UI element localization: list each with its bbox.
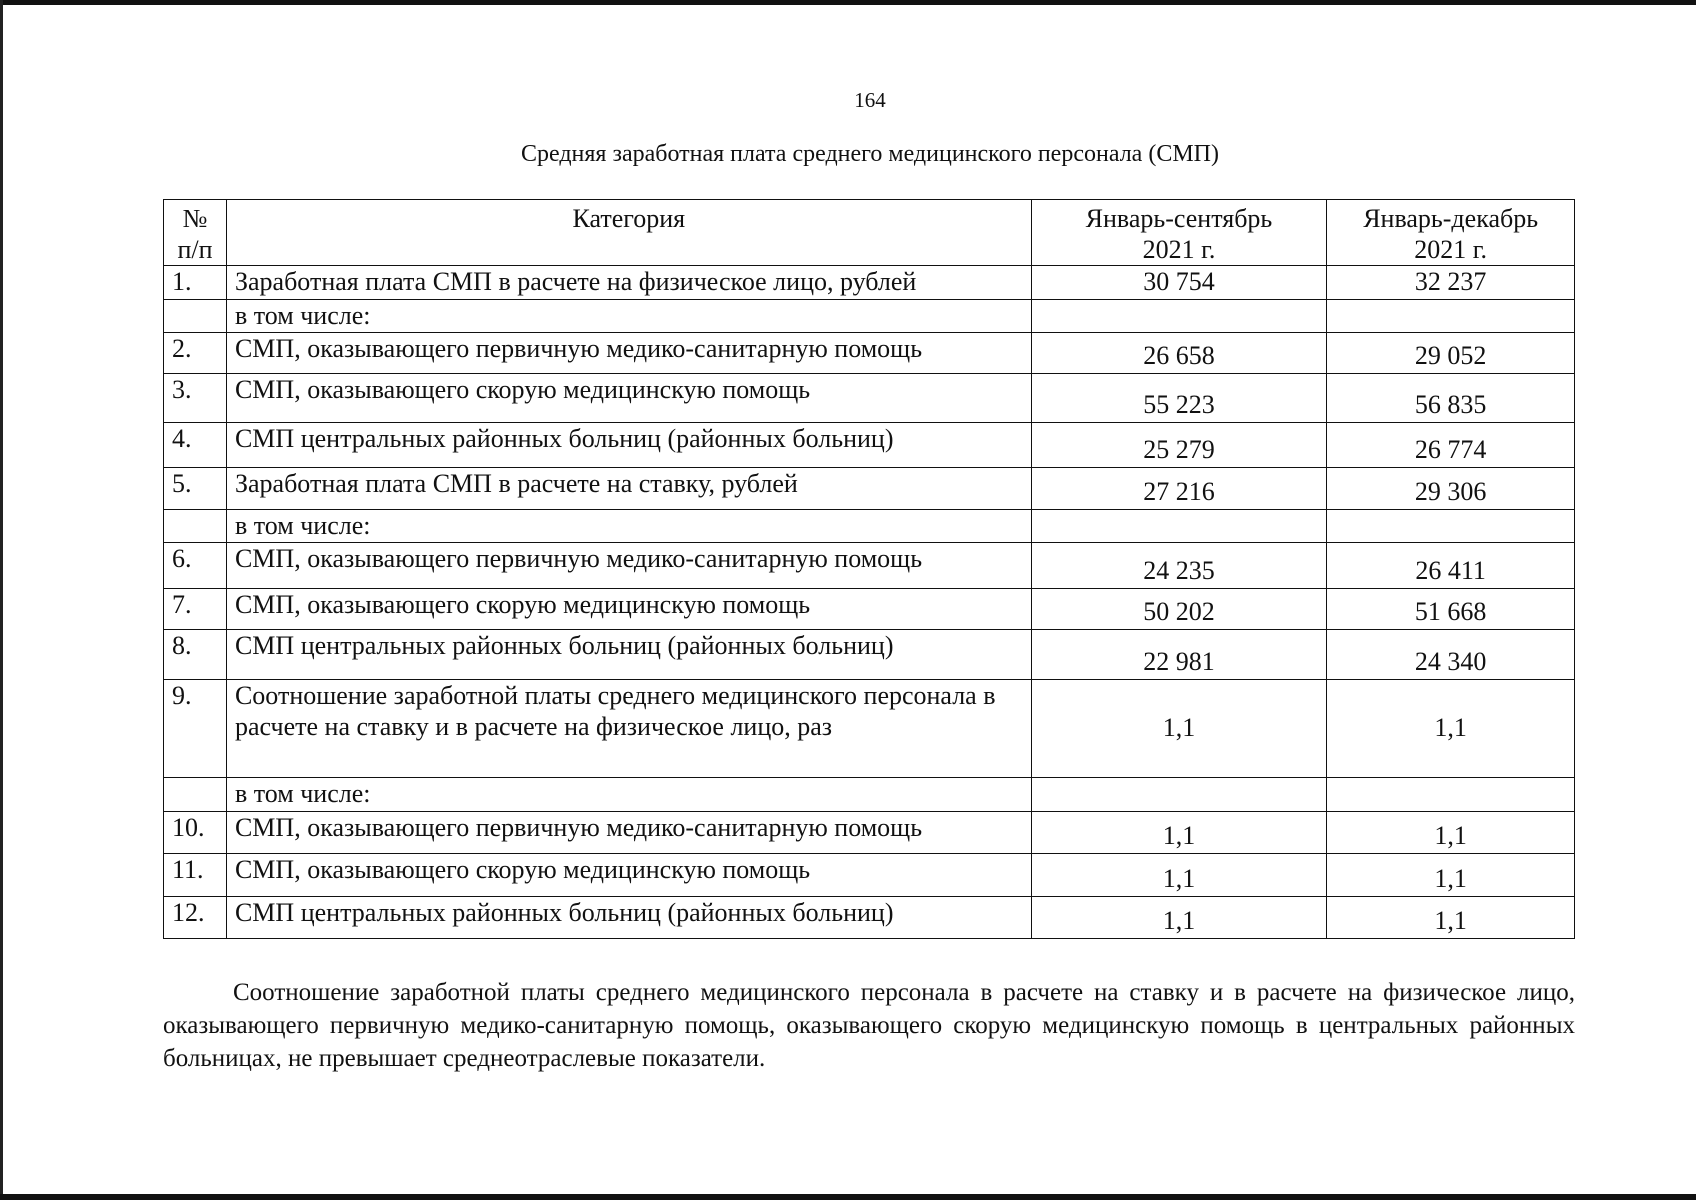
table-row [164,266,1575,300]
row-value-sep: 1,1 [1031,854,1327,897]
row-num: 2. [164,333,227,374]
row-value-dec: 1,1 [1327,812,1575,854]
row-category: в том числе: [226,510,1031,543]
row-category: СМП, оказывающего первичную медико-санитарную помощь [226,812,1031,854]
header-num-line2: п/п [177,235,213,264]
row-num: 12. [164,897,227,939]
table-row [164,812,1575,854]
row-value-sep: 26 658 [1031,333,1327,374]
row-category: СМП центральных районных больниц (районных больниц) [226,897,1031,939]
row-category: СМП, оказывающего скорую медицинскую помощь [226,854,1031,897]
row-value-sep [1031,510,1327,543]
table-header-row [164,200,1575,266]
row-num: 5. [164,468,227,510]
row-category: в том числе: [226,778,1031,812]
header-period2-line2: 2021 г. [1414,235,1487,264]
row-num: 8. [164,630,227,680]
row-value-dec: 26 411 [1327,543,1575,589]
header-period1-line1: Январь-сентябрь [1085,204,1273,233]
row-category: в том числе: [226,300,1031,333]
row-value-sep: 55 223 [1031,374,1327,423]
row-category: СМП, оказывающего первичную медико-санитарную помощь [226,333,1031,374]
row-num: 7. [164,589,227,630]
scan-edge-left [0,0,3,1200]
row-num: 3. [164,374,227,423]
row-value-dec [1327,778,1575,812]
header-period1-line2: 2021 г. [1142,235,1216,264]
row-num: 10. [164,812,227,854]
row-value-sep [1031,778,1327,812]
table-row [164,468,1575,510]
table-row [164,680,1575,778]
salary-table [163,199,1575,939]
row-category: Заработная плата СМП в расчете на физическое лицо, рублей [226,266,1031,300]
table-row [164,543,1575,589]
row-num: 4. [164,423,227,468]
row-value-dec: 29 052 [1327,333,1575,374]
header-num [164,200,227,266]
row-value-dec: 1,1 [1327,897,1575,939]
row-value-sep: 25 279 [1031,423,1327,468]
row-value-sep: 50 202 [1031,589,1327,630]
row-value-dec [1327,510,1575,543]
table-row [164,854,1575,897]
row-value-dec: 51 668 [1327,589,1575,630]
row-value-sep: 1,1 [1031,812,1327,854]
row-value-sep: 1,1 [1031,897,1327,939]
page-number: 164 [854,88,886,112]
row-category: СМП центральных районных больниц (районных больниц) [226,630,1031,680]
table-row [164,300,1575,333]
row-num: 6. [164,543,227,589]
row-value-dec: 26 774 [1327,423,1575,468]
scan-edge-bottom [0,1194,1696,1200]
row-value-sep: 30 754 [1031,266,1327,300]
table-row [164,630,1575,680]
table-row [164,510,1575,543]
row-value-dec: 1,1 [1327,854,1575,897]
table-row [164,333,1575,374]
row-num [164,778,227,812]
row-num: 9. [164,680,227,778]
table-row [164,778,1575,812]
row-num: 1. [164,266,227,300]
row-num [164,300,227,333]
table-row [164,589,1575,630]
row-value-sep: 22 981 [1031,630,1327,680]
row-value-sep: 24 235 [1031,543,1327,589]
header-num-line1: № [182,204,208,233]
table-row [164,374,1575,423]
row-value-dec [1327,300,1575,333]
row-value-dec: 56 835 [1327,374,1575,423]
row-category: СМП, оказывающего первичную медико-санитарную помощь [226,543,1031,589]
table-title: Средняя заработная плата среднего медицинского персонала (СМП) [520,141,1219,167]
row-value-sep: 1,1 [1031,680,1327,778]
row-value-dec: 24 340 [1327,630,1575,680]
row-value-dec: 29 306 [1327,468,1575,510]
header-period1 [1031,200,1327,266]
row-category: СМП центральных районных больниц (районных больниц) [226,423,1031,468]
row-category: СМП, оказывающего скорую медицинскую помощь [226,589,1031,630]
table-row [164,423,1575,468]
row-value-sep [1031,300,1327,333]
row-category: Соотношение заработной платы среднего медицинского персонала в расчете на ставку и в расчете на физическое лицо, раз [226,680,1031,778]
header-category: Категория [226,200,1031,266]
row-value-dec: 32 237 [1327,266,1575,300]
row-value-dec: 1,1 [1327,680,1575,778]
footnote-paragraph: Соотношение заработной платы среднего медицинского персонала в расчете на ставку и в расчете на физическое лицо, оказывающего первичную медико-санитарную помощь, оказывающего скорую медицинскую помощь в центральных районных больницах, не превышает среднеотраслевые показатели. [163,979,1575,1072]
header-period2 [1327,200,1575,266]
header-period2-line1: Январь-декабрь [1363,204,1539,233]
row-num [164,510,227,543]
table-row [164,897,1575,939]
row-num: 11. [164,854,227,897]
row-category: СМП, оказывающего скорую медицинскую помощь [226,374,1031,423]
row-value-sep: 27 216 [1031,468,1327,510]
row-category: Заработная плата СМП в расчете на ставку, рублей [226,468,1031,510]
scan-edge-top [0,0,1696,5]
